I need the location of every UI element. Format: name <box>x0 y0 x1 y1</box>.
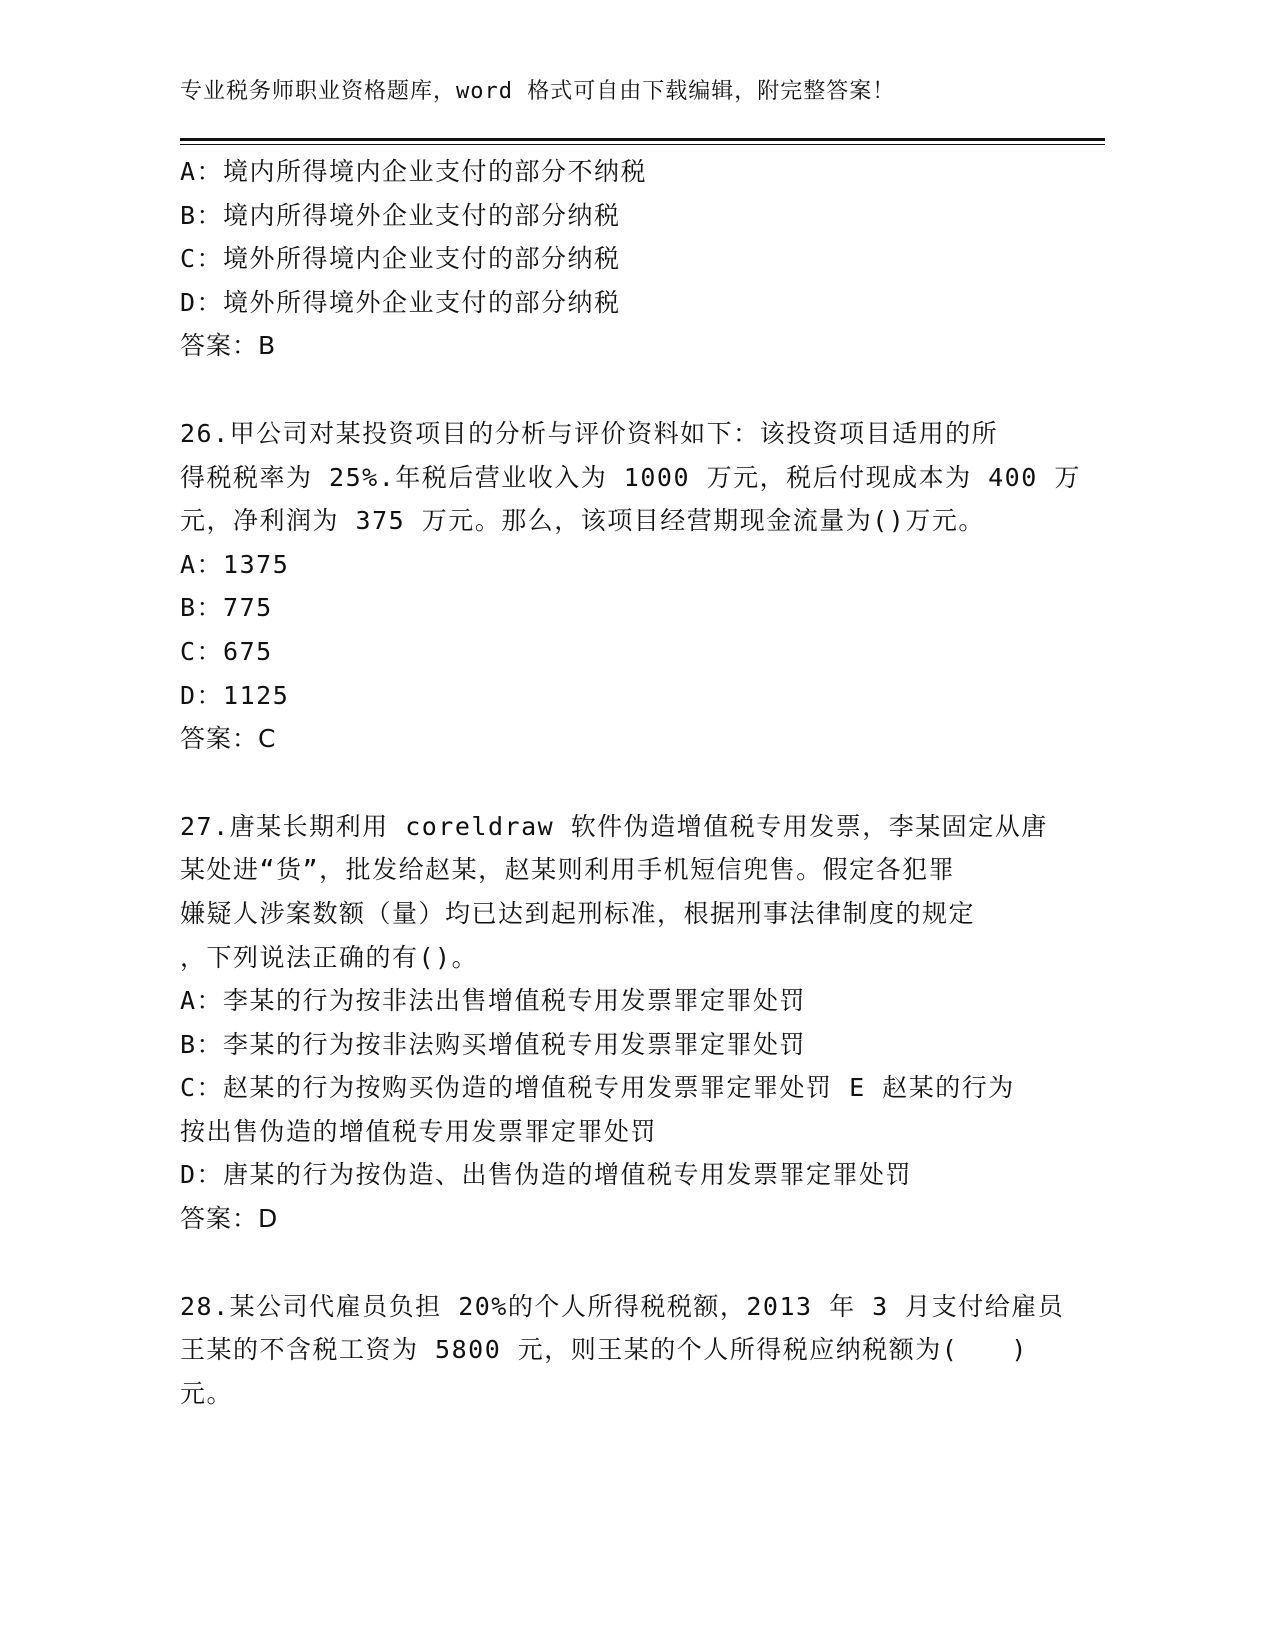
option-b: B：境内所得境外企业支付的部分纳税 <box>180 200 621 230</box>
option-a: A：李某的行为按非法出售增值税专用发票罪定罪处罚 <box>180 986 807 1016</box>
question-text-line: 元。 <box>180 1378 234 1408</box>
option-d: D：唐某的行为按伪造、出售伪造的增值税专用发票罪定罪处罚 <box>180 1160 913 1190</box>
option-b: B：李某的行为按非法购买增值税专用发票罪定罪处罚 <box>180 1029 807 1059</box>
question-text-line: 王某的不含税工资为 5800 元，则王某的个人所得税应纳税额为( ) <box>180 1335 1028 1365</box>
header-rule-thin <box>180 144 1105 145</box>
option-b: B：775 <box>180 593 273 623</box>
block-spacer <box>180 368 1040 412</box>
question-block-26 <box>180 412 1081 761</box>
question-block-27 <box>180 805 1048 1241</box>
question-block-25 <box>180 150 1040 368</box>
question-text-line: 26.甲公司对某投资项目的分析与评价资料如下：该投资项目适用的所 <box>180 418 999 448</box>
option-d: D：1125 <box>180 680 290 710</box>
question-text-line: 元，净利润为 375 万元。那么，该项目经营期现金流量为()万元。 <box>180 506 985 536</box>
option-a: A：1375 <box>180 549 290 579</box>
header-note: 专业税务师职业资格题库，word 格式可自由下载编辑，附完整答案！ <box>180 79 896 104</box>
question-text-line: ，下列说法正确的有()。 <box>180 942 479 972</box>
option-a: A：境内所得境内企业支付的部分不纳税 <box>180 157 648 186</box>
block-spacer <box>180 1241 1040 1285</box>
block-spacer <box>180 761 1040 805</box>
option-c: C：境外所得境内企业支付的部分纳税 <box>180 244 621 274</box>
question-text-line: 嫌疑人涉案数额（量）均已达到起刑标准，根据刑事法律制度的规定 <box>180 898 976 928</box>
option-d: D：境外所得境外企业支付的部分纳税 <box>180 287 621 317</box>
answer-line: 答案：D <box>180 1204 279 1234</box>
option-c: C：675 <box>180 636 273 666</box>
option-c: C：赵某的行为按购买伪造的增值税专用发票罪定罪处罚 E 赵某的行为 <box>180 1073 1015 1103</box>
answer-line: 答案：B <box>180 331 277 361</box>
header-rule-thick <box>180 138 1105 141</box>
question-text-line: 28.某公司代雇员负担 20%的个人所得税税额，2013 年 3 月支付给雇员 <box>180 1291 1065 1321</box>
question-text-line: 某处进“货”，批发给赵某，赵某则利用手机短信兜售。假定各犯罪 <box>180 855 956 885</box>
question-content <box>180 150 1081 1415</box>
question-block-28 <box>180 1285 1065 1416</box>
question-text-line: 27.唐某长期利用 coreldraw 软件伪造增值税专用发票，李某固定从唐 <box>180 811 1048 841</box>
answer-line: 答案：C <box>180 724 277 754</box>
question-text-line: 得税税率为 25%.年税后营业收入为 1000 万元，税后付现成本为 400 万 <box>180 462 1081 492</box>
option-c-continued: 按出售伪造的增值税专用发票罪定罪处罚 <box>180 1116 658 1146</box>
